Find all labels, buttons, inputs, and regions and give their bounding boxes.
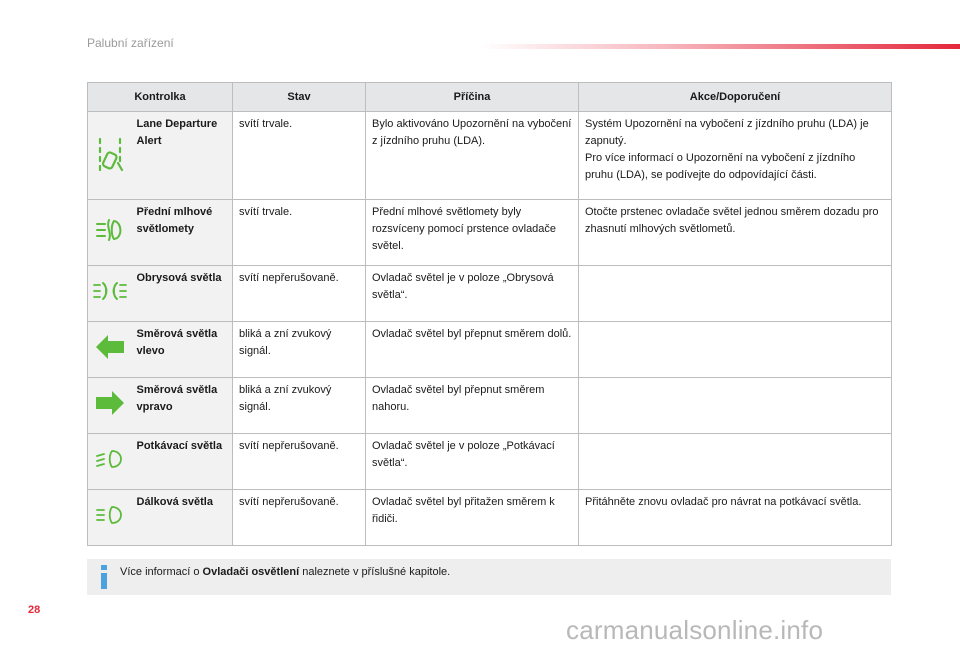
icon-cell [88,200,133,266]
light-state: bliká a zní zvukový signál. [233,322,366,378]
light-action: Přitáhněte znovu ovladač pro návrat na potkávací světla. [579,490,892,546]
watermark: carmanualsonline.info [566,615,824,645]
light-name: Potkávací světla [133,434,233,490]
light-action [579,378,892,434]
light-cause: Ovladač světel byl přepnut směrem dolů. [366,322,579,378]
main-beam-icon [96,505,124,525]
info-text-after: naleznete v příslušné kapitole. [299,566,451,578]
light-cause: Ovladač světel byl přitažen směrem k řidiči. [366,490,579,546]
light-name: Dálková světla [133,490,233,546]
header-accent-bar [480,44,960,49]
light-state: bliká a zní zvukový signál. [233,378,366,434]
icon-cell [88,266,133,322]
info-box [87,559,891,595]
dipped-beam-icon [96,449,124,469]
light-action [579,322,892,378]
light-name: Směrová světla vlevo [133,322,233,378]
light-cause: Ovladač světel byl přepnut směrem nahoru. [366,378,579,434]
column-header-kontrolka: Kontrolka [88,83,233,112]
sidelights-icon [93,281,127,301]
icon-cell [88,322,133,378]
column-header-akce: Akce/Doporučení [579,83,892,112]
warning-lights-table [87,82,892,546]
light-name: Lane Departure Alert [133,112,233,200]
table-row [88,112,892,200]
icon-cell [88,112,133,200]
light-state: svítí nepřerušovaně. [233,266,366,322]
page-number: 28 [28,604,41,616]
info-icon [97,565,111,589]
table-row [88,490,892,546]
light-cause: Ovladač světel je v poloze „Potkávací světla“. [366,434,579,490]
table-row [88,434,892,490]
info-text [120,566,450,578]
table-header-row [88,83,892,112]
light-state: svítí nepřerušovaně. [233,434,366,490]
light-action [579,434,892,490]
light-name: Obrysová světla [133,266,233,322]
light-state: svítí trvale. [233,200,366,266]
table-row [88,322,892,378]
icon-cell [88,434,133,490]
left-arrow-icon [95,334,125,360]
light-cause: Přední mlhové světlomety byly rozsvíceny pomocí prstence ovladače světel. [366,200,579,266]
light-cause: Ovladač světel je v poloze „Obrysová světla“. [366,266,579,322]
light-action [579,266,892,322]
light-cause: Bylo aktivováno Upozornění na vybočení z jízdního pruhu (LDA). [366,112,579,200]
column-header-stav: Stav [233,83,366,112]
info-text-bold: Ovladači osvětlení [202,566,300,578]
table-row [88,266,892,322]
light-state: svítí nepřerušovaně. [233,490,366,546]
table-row [88,378,892,434]
page-header-title: Palubní zařízení [87,36,174,50]
light-action: Systém Upozornění na vybočení z jízdního pruhu (LDA) je zapnutý. Pro více informací o Upozornění na vybočení z jízdního pruhu (LDA), se podívejte do odpovídající části. [579,112,892,200]
light-state: svítí trvale. [233,112,366,200]
icon-cell [88,490,133,546]
table-row [88,200,892,266]
light-name: Přední mlhové světlomety [133,200,233,266]
light-action: Otočte prstenec ovladače světel jednou směrem dozadu pro zhasnutí mlhových světlometů. [579,200,892,266]
info-text-before: Více informací o [120,566,203,578]
right-arrow-icon [95,390,125,416]
lane-departure-icon [96,133,124,173]
light-name: Směrová světla vpravo [133,378,233,434]
front-fog-light-icon [95,219,125,241]
icon-cell [88,378,133,434]
column-header-pricina: Příčina [366,83,579,112]
